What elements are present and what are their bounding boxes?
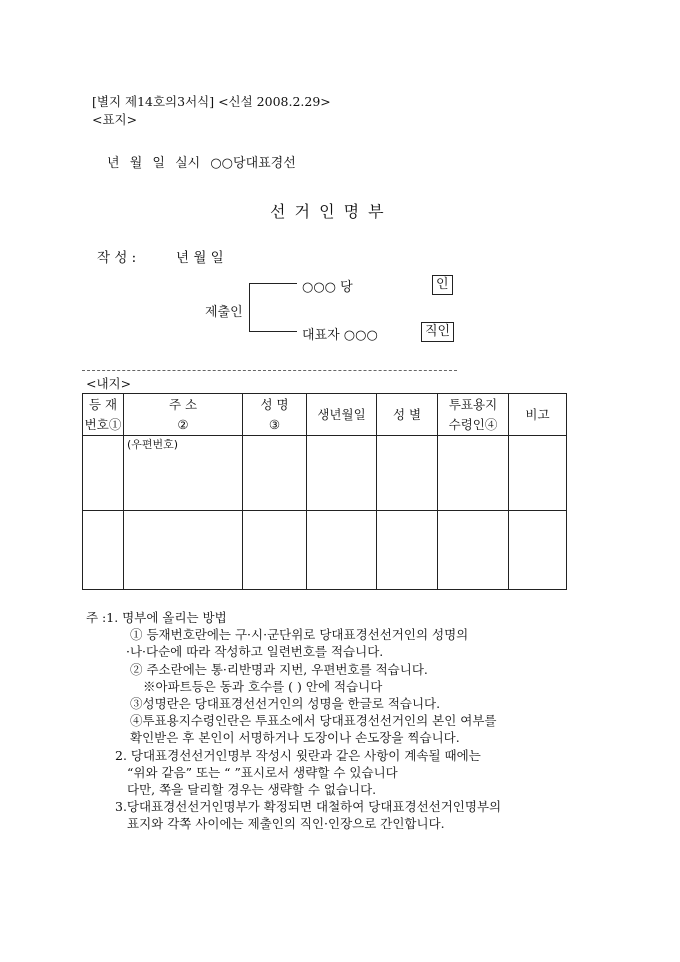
separator-line (82, 370, 457, 371)
bracket-top (249, 283, 297, 284)
note-line: ① 등재번호란에는 구·시·군단위로 당대표경선선거인의 성명의 (130, 627, 469, 643)
note-line: ※아파트등은 동과 호수를 ( ) 안에 적습니다 (143, 678, 383, 694)
seal-box: 인 (432, 275, 453, 295)
note-line: ·나·다순에 따라 작성하고 일련번호를 적습니다. (126, 644, 384, 660)
bracket-vertical (249, 283, 250, 331)
note-line: ③성명란은 당대표경선선거인의 성명을 한글로 적습니다. (130, 696, 441, 712)
note-line: “위와 같음” 또는 “ ”표시로서 생략할 수 있습니다 (127, 764, 398, 780)
notes-section (86, 609, 586, 833)
note-line: 2. 당대표경선선거인명부 작성시 윗란과 같은 사항이 계속될 때에는 (115, 747, 481, 763)
note-line: 1. 명부에 올리는 방법 (106, 610, 227, 625)
postcode-hint: (우편번호) (127, 438, 179, 451)
submitter-label: 제출인 (205, 305, 243, 320)
col-address: 주 소 ② (124, 394, 243, 436)
notes-prefix: 주 : (86, 610, 107, 625)
representative-line: 대표자 ○○○ (302, 328, 378, 343)
note-line: 확인받은 후 본인이 서명하거나 도장이나 손도장을 찍습니다. (130, 730, 460, 746)
note-line: ④투표용지수령인란은 투표소에서 당대표경선선거인의 본인 여부를 (130, 713, 497, 729)
official-seal-box: 직인 (421, 322, 454, 342)
col-remarks: 비고 (509, 394, 567, 436)
col-gender: 성 별 (377, 394, 438, 436)
note-line: ② 주소란에는 통·리반명과 지번, 우편번호를 적습니다. (130, 661, 428, 677)
note-line: 다만, 쪽을 달리할 경우는 생략할 수 없습니다. (127, 782, 377, 798)
page-title: 선 거 인 명 부 (270, 202, 386, 221)
voter-roll-table (82, 393, 567, 590)
table-row (83, 511, 567, 590)
form-number: [별지 제14호의3서식] <신설 2008.2.29> (92, 94, 331, 109)
note-line: 표지와 각쪽 사이에는 제출인의 직인·인장으로 간인합니다. (127, 816, 445, 832)
col-birthdate: 생년월일 (307, 394, 377, 436)
col-name: 성 명 ③ (243, 394, 307, 436)
cover-label: <표지> (92, 112, 138, 127)
election-line: 년 월 일 실시 ○○당대표경선 (107, 156, 296, 171)
table-header-row (83, 394, 567, 436)
inner-label: <내지> (86, 376, 132, 391)
table-row (83, 436, 567, 511)
bracket-bottom (249, 331, 297, 332)
prepared-date: 년 월 일 (176, 250, 224, 266)
col-registration-number: 등 재 번호① (83, 394, 124, 436)
col-ballot-recipient: 투표용지 수령인④ (438, 394, 509, 436)
party-line: ○○○ 당 (302, 280, 353, 295)
prepared-label: 작 성 : (97, 250, 137, 266)
note-line: 3.당대표경선선거인명부가 확정되면 대철하여 당대표경선선거인명부의 (115, 799, 502, 815)
